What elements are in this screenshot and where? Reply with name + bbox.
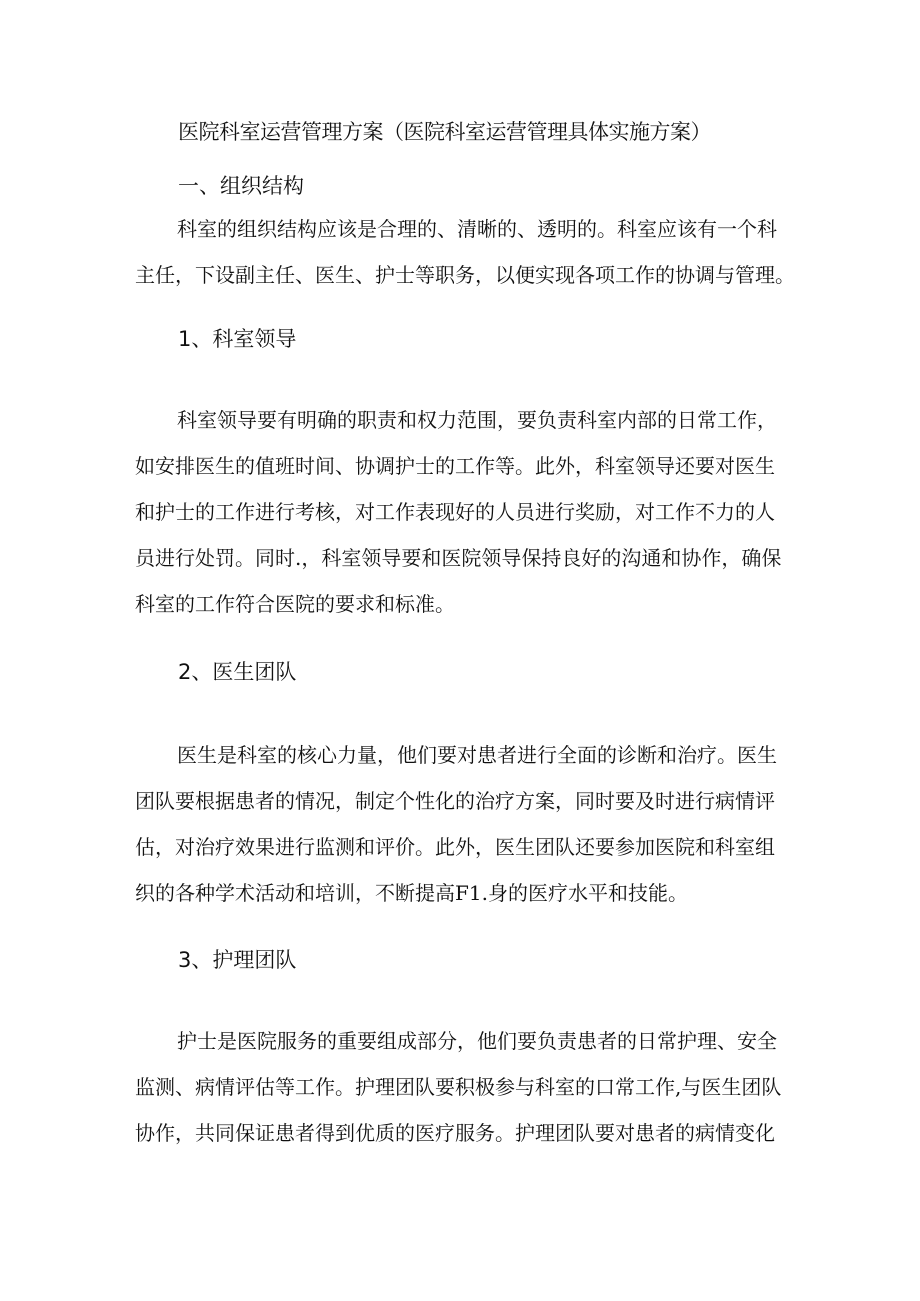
subsection-heading-doctors: 2、医生团队: [178, 660, 297, 684]
paragraph-doctors: [135, 732, 795, 916]
subsection-heading-leadership: 1、科室领导: [178, 327, 297, 351]
paragraph-organization: [135, 206, 795, 298]
paragraph-nursing: [135, 1018, 795, 1156]
text-line: 科室的工作符合医院的要求和标准。: [135, 592, 455, 616]
document-title: 医院科室运营管理方案（医院科室运营管理具体实施方案）: [178, 120, 711, 144]
text-line: 协作，共同保证患者得到优质的医疗服务。护理团队要对患者的病情变化: [135, 1121, 775, 1145]
paragraph-leadership: [135, 397, 795, 627]
text-line: 员进行处罚。同时.，科室领导要和医院领导保持良好的沟通和协作，确保: [135, 546, 782, 570]
text-line: 医生是科室的核心力量，他们要对患者进行全面的诊断和治疗。医生: [177, 743, 777, 767]
section-heading-organization: 一、组织结构: [178, 174, 304, 198]
text-line: 科室的组织结构应该是合理的、清晰的、透明的。科室应该有一个科: [177, 217, 777, 241]
text-line: 监测、病情评估等工作。护理团队要积极参与科室的口常工作,与医生团队: [135, 1075, 782, 1099]
text-line: 护士是医院服务的重要组成部分，他们要负责患者的日常护理、安全: [177, 1029, 777, 1053]
text-line: 主任，下设副主任、医生、护士等职务，以便实现各项工作的协调与管理。: [135, 263, 795, 287]
text-line: 估，对治疗效果进行监测和评价。此外，医生团队还要参加医院和科室组: [135, 835, 775, 859]
text-line: 织的各种学术活动和培训，不断提高F1.身的医疗水平和技能。: [135, 881, 688, 905]
subsection-heading-nursing: 3、护理团队: [178, 948, 297, 972]
text-line: 如安排医生的值班时间、协调护士的工作等。此外，科室领导还要对医生: [135, 454, 775, 478]
text-line: 团队要根据患者的情况，制定个性化的治疗方案，同时要及时进行病情评: [135, 789, 775, 813]
text-line: 和护士的工作进行考核，对工作表现好的人员进行奖励，对工作不力的人: [135, 500, 775, 524]
text-line: 科室领导要有明确的职责和权力范围，要负责科室内部的日常工作，: [177, 408, 777, 432]
